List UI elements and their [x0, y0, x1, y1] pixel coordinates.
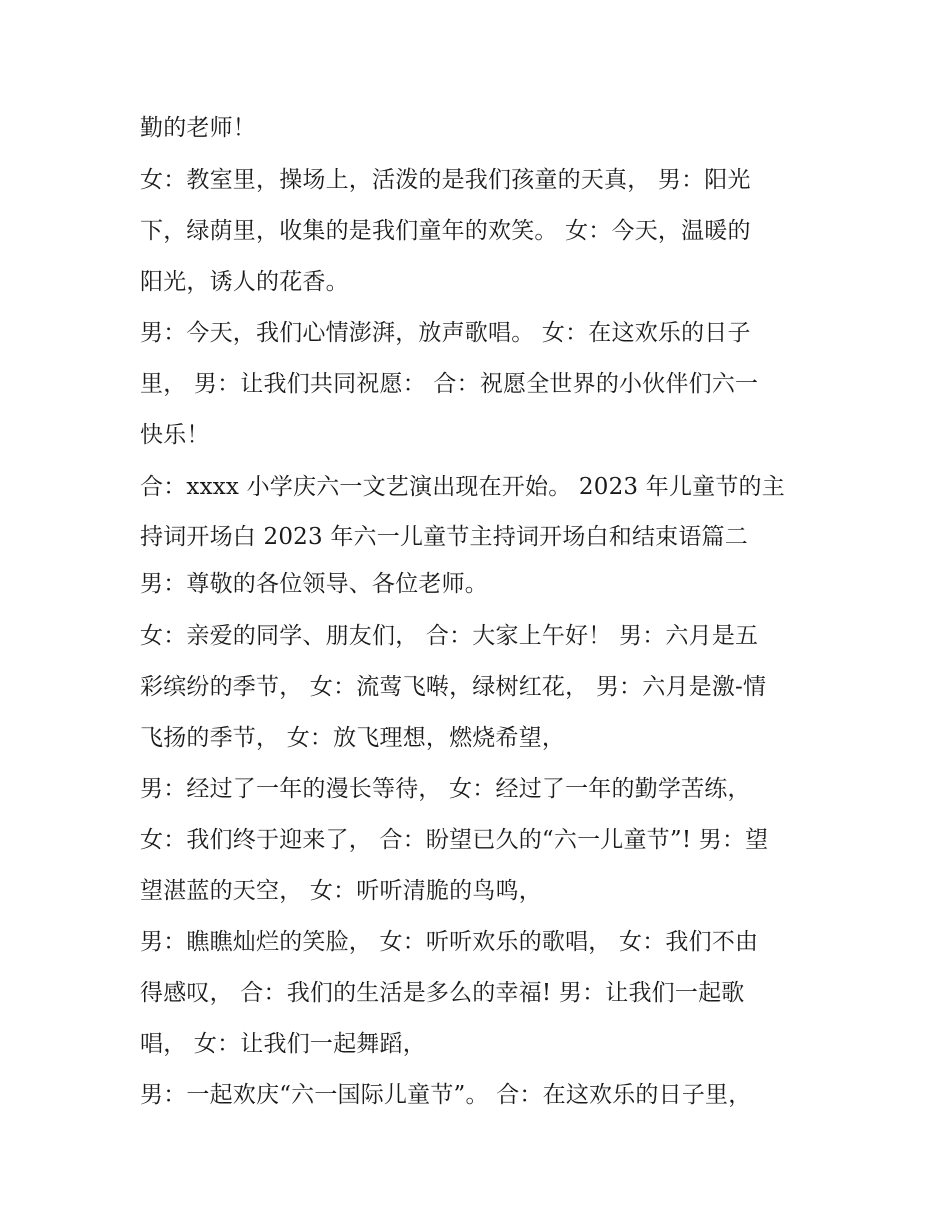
text-line: 女：我们终于迎来了， 合：盼望已久的“六一儿童节”! 男：望: [140, 827, 769, 853]
text-line: 男：一起欢庆“六一国际儿童节”。 合：在这欢乐的日子里，: [140, 1082, 752, 1108]
text-line: 下，绿荫里，收集的是我们童年的欢笑。 女：今天，温暖的: [140, 218, 751, 244]
text-line: 勤的老师！: [140, 115, 256, 141]
text-line: 男：今天，我们心情澎湃，放声歌唱。 女：在这欢乐的日子: [140, 320, 751, 346]
text-line: 男：经过了一年的漫长等待， 女：经过了一年的勤学苦练，: [140, 776, 751, 802]
text-line: 得感叹， 合：我们的生活是多么的幸福! 男：让我们一起歌: [140, 980, 745, 1006]
text-line: 女：亲爱的同学、朋友们， 合：大家上午好！ 男：六月是五: [140, 623, 759, 649]
text-line: 男：瞧瞧灿烂的笑脸， 女：听听欢乐的歌唱， 女：我们不由: [140, 929, 759, 955]
text-line: 里， 男：让我们共同祝愿： 合：祝愿全世界的小伙伴们六一: [140, 371, 759, 397]
text-line: 望湛蓝的天空， 女：听听清脆的鸟鸣，: [140, 878, 542, 904]
text-line: 唱， 女：让我们一起舞蹈，: [140, 1031, 426, 1057]
text-line: 快乐！: [140, 422, 210, 448]
text-line: 飞扬的季节， 女：放飞理想，燃烧希望，: [140, 725, 566, 751]
text-line: 阳光，诱人的花香。: [140, 269, 349, 295]
text-line: 彩缤纷的季节， 女：流莺飞啭，绿树红花， 男：六月是激-情: [140, 674, 767, 700]
text-line: 男：尊敬的各位领导、各位老师。: [140, 571, 488, 597]
text-line: 女：教室里，操场上，活泼的是我们孩童的天真， 男：阳光: [140, 167, 751, 193]
text-line: 持词开场白 2023 年六一儿童节主持词开场白和结束语篇二: [140, 524, 748, 550]
text-line: 合：xxxx 小学庆六一文艺演出现在开始。 2023 年儿童节的主: [140, 474, 785, 500]
